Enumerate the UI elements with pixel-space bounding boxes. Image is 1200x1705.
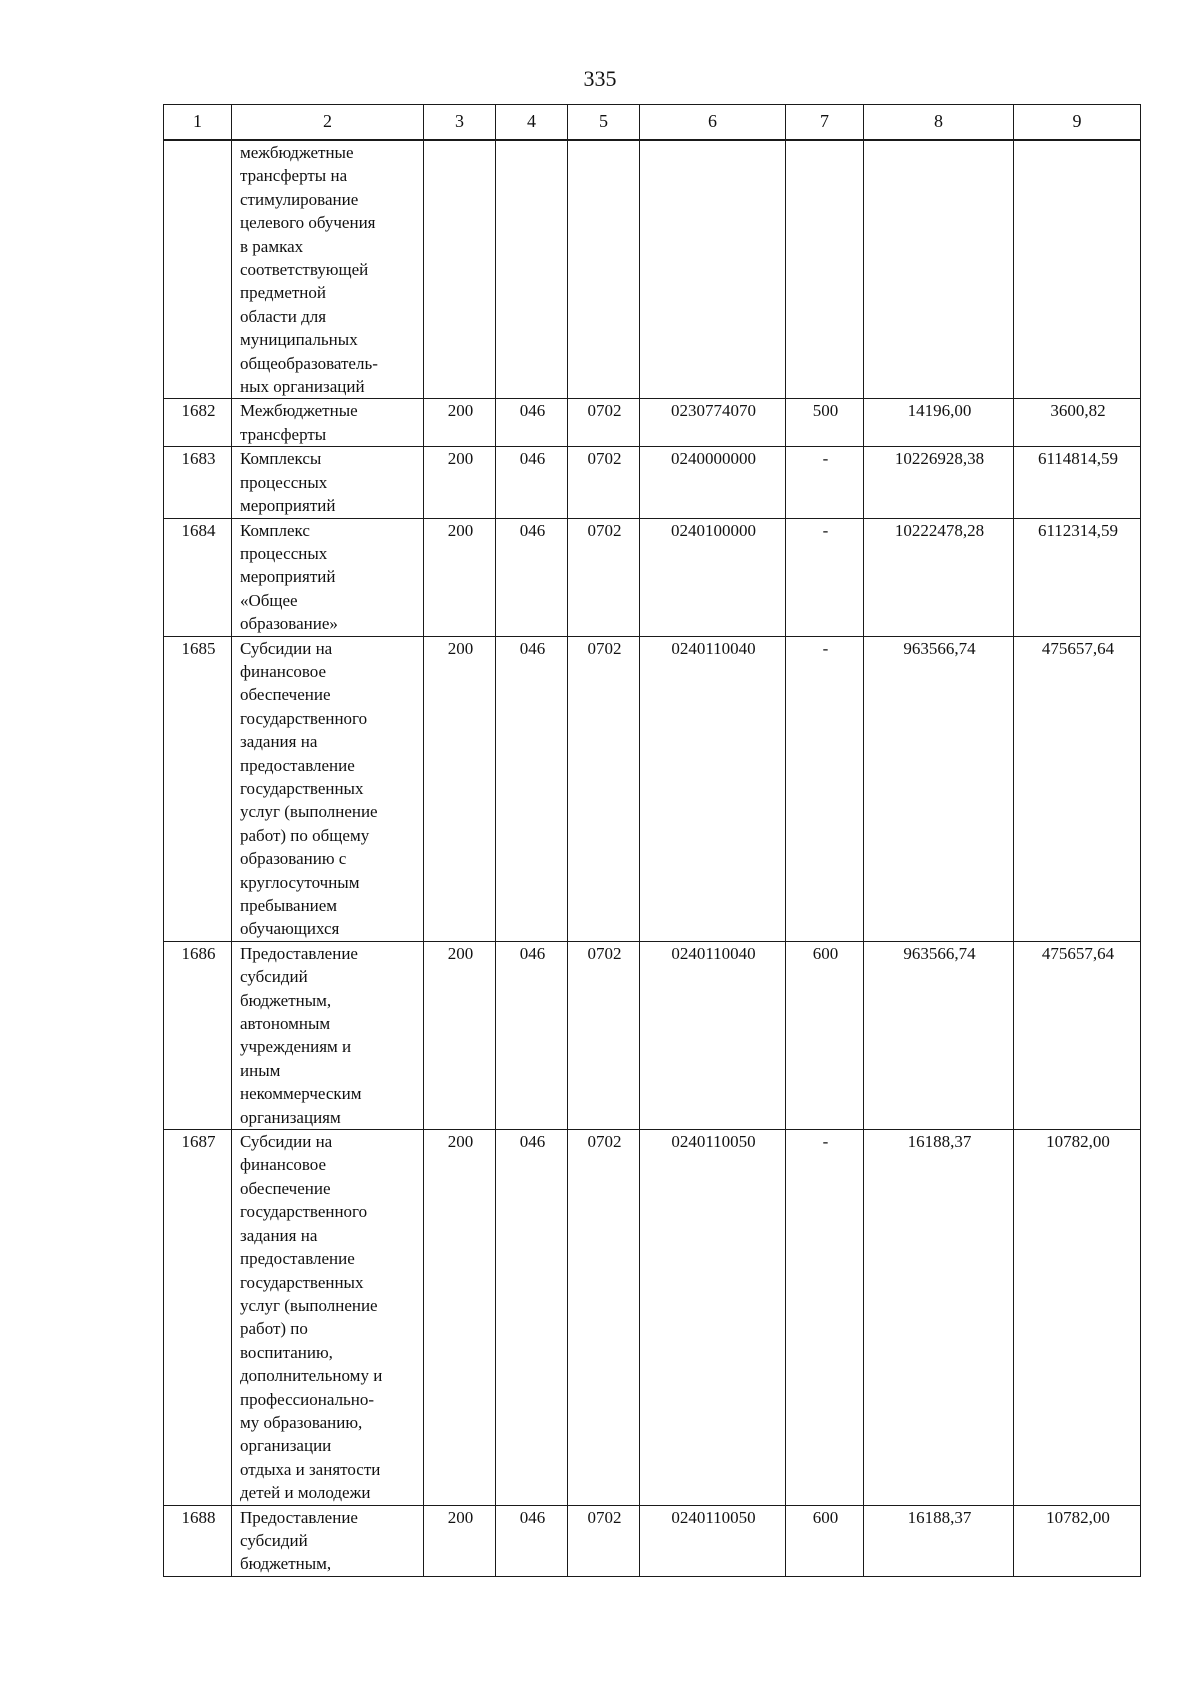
description-line: услуг (выполнение xyxy=(240,802,378,822)
description-line: бюджетным, xyxy=(240,990,332,1010)
description-line: субсидий xyxy=(240,967,308,987)
description-line: задания на xyxy=(240,1225,318,1245)
description-line: процессных xyxy=(240,543,328,563)
header-cell: 4 xyxy=(496,105,568,141)
planned-amount-cell: 14196,00 xyxy=(864,399,1014,447)
department-code-cell: 046 xyxy=(496,399,568,447)
section-code-cell: 0702 xyxy=(568,941,640,1129)
table-row xyxy=(164,941,1141,1129)
description-line: круглосуточным xyxy=(240,872,360,892)
ministry-code-cell: 200 xyxy=(424,399,496,447)
header-cell: 1 xyxy=(164,105,232,141)
department-code-cell: 046 xyxy=(496,447,568,518)
description-line: общеобразователь- xyxy=(240,353,378,373)
executed-amount-cell: 10782,00 xyxy=(1014,1130,1141,1506)
description-line: Комплексы xyxy=(240,449,322,469)
executed-amount-cell xyxy=(1014,140,1141,399)
department-code-cell xyxy=(496,140,568,399)
ministry-code-cell: 200 xyxy=(424,447,496,518)
section-code-cell: 0702 xyxy=(568,1505,640,1576)
description-line: мероприятий xyxy=(240,567,336,587)
description-line: мероприятий xyxy=(240,496,336,516)
description-line: государственных xyxy=(240,1272,364,1292)
description-line: соответствующей xyxy=(240,260,369,280)
description-cell xyxy=(232,636,424,941)
description-line: государственного xyxy=(240,1202,368,1222)
description-cell xyxy=(232,518,424,636)
target-article-cell: 0240110050 xyxy=(640,1130,786,1506)
description-line: Субсидии на xyxy=(240,638,333,658)
executed-amount-cell: 3600,82 xyxy=(1014,399,1141,447)
executed-amount-cell: 475657,64 xyxy=(1014,941,1141,1129)
executed-amount-cell: 10782,00 xyxy=(1014,1505,1141,1576)
description-line: услуг (выполнение xyxy=(240,1295,378,1315)
section-code-cell: 0702 xyxy=(568,399,640,447)
ministry-code-cell xyxy=(424,140,496,399)
row-number-cell: 1683 xyxy=(164,447,232,518)
description-line: обучающихся xyxy=(240,919,340,939)
department-code-cell: 046 xyxy=(496,636,568,941)
description-line: стимулирование xyxy=(240,189,359,209)
table-body xyxy=(164,140,1141,1576)
description-line: межбюджетные xyxy=(240,143,354,162)
row-number-cell: 1682 xyxy=(164,399,232,447)
description-line: образованию с xyxy=(240,849,347,869)
table-row xyxy=(164,140,1141,399)
header-row xyxy=(164,105,1141,141)
description-line: задания на xyxy=(240,732,318,752)
expense-type-cell: 600 xyxy=(786,941,864,1129)
department-code-cell: 046 xyxy=(496,518,568,636)
description-line: образование» xyxy=(240,614,338,634)
target-article-cell: 0240100000 xyxy=(640,518,786,636)
description-line: государственных xyxy=(240,778,364,798)
description-line: предоставление xyxy=(240,1249,355,1269)
header-cell: 8 xyxy=(864,105,1014,141)
header-cell: 9 xyxy=(1014,105,1141,141)
description-line: профессионально- xyxy=(240,1389,375,1409)
expense-type-cell: 500 xyxy=(786,399,864,447)
header-cell: 2 xyxy=(232,105,424,141)
description-line: Субсидии на xyxy=(240,1132,333,1152)
header-cell: 3 xyxy=(424,105,496,141)
section-code-cell: 0702 xyxy=(568,447,640,518)
description-line: «Общее xyxy=(240,590,298,610)
ministry-code-cell: 200 xyxy=(424,1130,496,1506)
row-number-cell: 1688 xyxy=(164,1505,232,1576)
department-code-cell: 046 xyxy=(496,1505,568,1576)
table-row xyxy=(164,399,1141,447)
section-code-cell xyxy=(568,140,640,399)
planned-amount-cell: 10222478,28 xyxy=(864,518,1014,636)
table-row xyxy=(164,447,1141,518)
description-line: государственного xyxy=(240,708,368,728)
row-number-cell: 1684 xyxy=(164,518,232,636)
description-line: Предоставление xyxy=(240,943,358,963)
section-code-cell: 0702 xyxy=(568,1130,640,1506)
description-line: отдыха и занятости xyxy=(240,1459,381,1479)
description-line: пребыванием xyxy=(240,896,338,915)
table-row xyxy=(164,636,1141,941)
description-line: муниципальных xyxy=(240,330,358,350)
description-line: воспитанию, xyxy=(240,1342,333,1362)
description-line: организациям xyxy=(240,1107,341,1127)
planned-amount-cell xyxy=(864,140,1014,399)
expense-type-cell: - xyxy=(786,1130,864,1506)
expense-type-cell: 600 xyxy=(786,1505,864,1576)
description-cell xyxy=(232,399,424,447)
description-line: работ) по xyxy=(240,1319,308,1339)
executed-amount-cell: 475657,64 xyxy=(1014,636,1141,941)
planned-amount-cell: 16188,37 xyxy=(864,1130,1014,1506)
row-number-cell xyxy=(164,140,232,399)
description-cell xyxy=(232,447,424,518)
description-line: некоммерческим xyxy=(240,1084,362,1104)
planned-amount-cell: 963566,74 xyxy=(864,941,1014,1129)
description-line: Межбюджетные xyxy=(240,401,358,421)
target-article-cell: 0230774070 xyxy=(640,399,786,447)
page-number: 335 xyxy=(583,66,617,91)
description-line: предоставление xyxy=(240,755,355,775)
header-cell: 5 xyxy=(568,105,640,141)
ministry-code-cell: 200 xyxy=(424,518,496,636)
description-line: трансферты xyxy=(240,424,327,444)
target-article-cell: 0240110040 xyxy=(640,636,786,941)
description-line: субсидий xyxy=(240,1530,308,1550)
description-line: дополнительному и xyxy=(240,1366,383,1386)
description-line: финансовое xyxy=(240,661,327,681)
description-line: целевого обучения xyxy=(240,213,376,233)
description-line: бюджетным, xyxy=(240,1554,332,1574)
description-cell xyxy=(232,1130,424,1506)
description-line: Комплекс xyxy=(240,520,310,540)
target-article-cell: 0240110040 xyxy=(640,941,786,1129)
description-line: иным xyxy=(240,1060,281,1080)
ministry-code-cell: 200 xyxy=(424,636,496,941)
department-code-cell: 046 xyxy=(496,1130,568,1506)
description-line: ных организаций xyxy=(240,377,365,397)
description-line: Предоставление xyxy=(240,1507,358,1527)
executed-amount-cell: 6112314,59 xyxy=(1014,518,1141,636)
target-article-cell: 0240000000 xyxy=(640,447,786,518)
section-code-cell: 0702 xyxy=(568,636,640,941)
target-article-cell: 0240110050 xyxy=(640,1505,786,1576)
header-cell: 6 xyxy=(640,105,786,141)
expense-type-cell: - xyxy=(786,636,864,941)
description-line: му образованию, xyxy=(240,1412,363,1432)
description-line: в рамках xyxy=(240,236,304,256)
description-line: организации xyxy=(240,1436,332,1456)
planned-amount-cell: 16188,37 xyxy=(864,1505,1014,1576)
budget-table xyxy=(163,104,1141,1577)
ministry-code-cell: 200 xyxy=(424,1505,496,1576)
description-cell xyxy=(232,941,424,1129)
planned-amount-cell: 10226928,38 xyxy=(864,447,1014,518)
planned-amount-cell: 963566,74 xyxy=(864,636,1014,941)
row-number-cell: 1686 xyxy=(164,941,232,1129)
description-cell xyxy=(232,140,424,399)
target-article-cell xyxy=(640,140,786,399)
description-line: обеспечение xyxy=(240,685,331,705)
description-line: трансферты на xyxy=(240,166,348,186)
description-line: детей и молодежи xyxy=(240,1483,371,1503)
description-line: предметной xyxy=(240,283,326,303)
header-cell: 7 xyxy=(786,105,864,141)
row-number-cell: 1685 xyxy=(164,636,232,941)
section-code-cell: 0702 xyxy=(568,518,640,636)
executed-amount-cell: 6114814,59 xyxy=(1014,447,1141,518)
description-line: процессных xyxy=(240,472,328,492)
ministry-code-cell: 200 xyxy=(424,941,496,1129)
expense-type-cell xyxy=(786,140,864,399)
department-code-cell: 046 xyxy=(496,941,568,1129)
description-line: обеспечение xyxy=(240,1178,331,1198)
row-number-cell: 1687 xyxy=(164,1130,232,1506)
description-line: области для xyxy=(240,306,327,326)
description-cell xyxy=(232,1505,424,1576)
expense-type-cell: - xyxy=(786,518,864,636)
table-row xyxy=(164,1130,1141,1506)
description-line: учреждениям и xyxy=(240,1037,352,1057)
expense-type-cell: - xyxy=(786,447,864,518)
description-line: автономным xyxy=(240,1014,331,1034)
description-line: финансовое xyxy=(240,1155,327,1175)
table-row xyxy=(164,1505,1141,1576)
table-row xyxy=(164,518,1141,636)
description-line: работ) по общему xyxy=(240,825,370,845)
